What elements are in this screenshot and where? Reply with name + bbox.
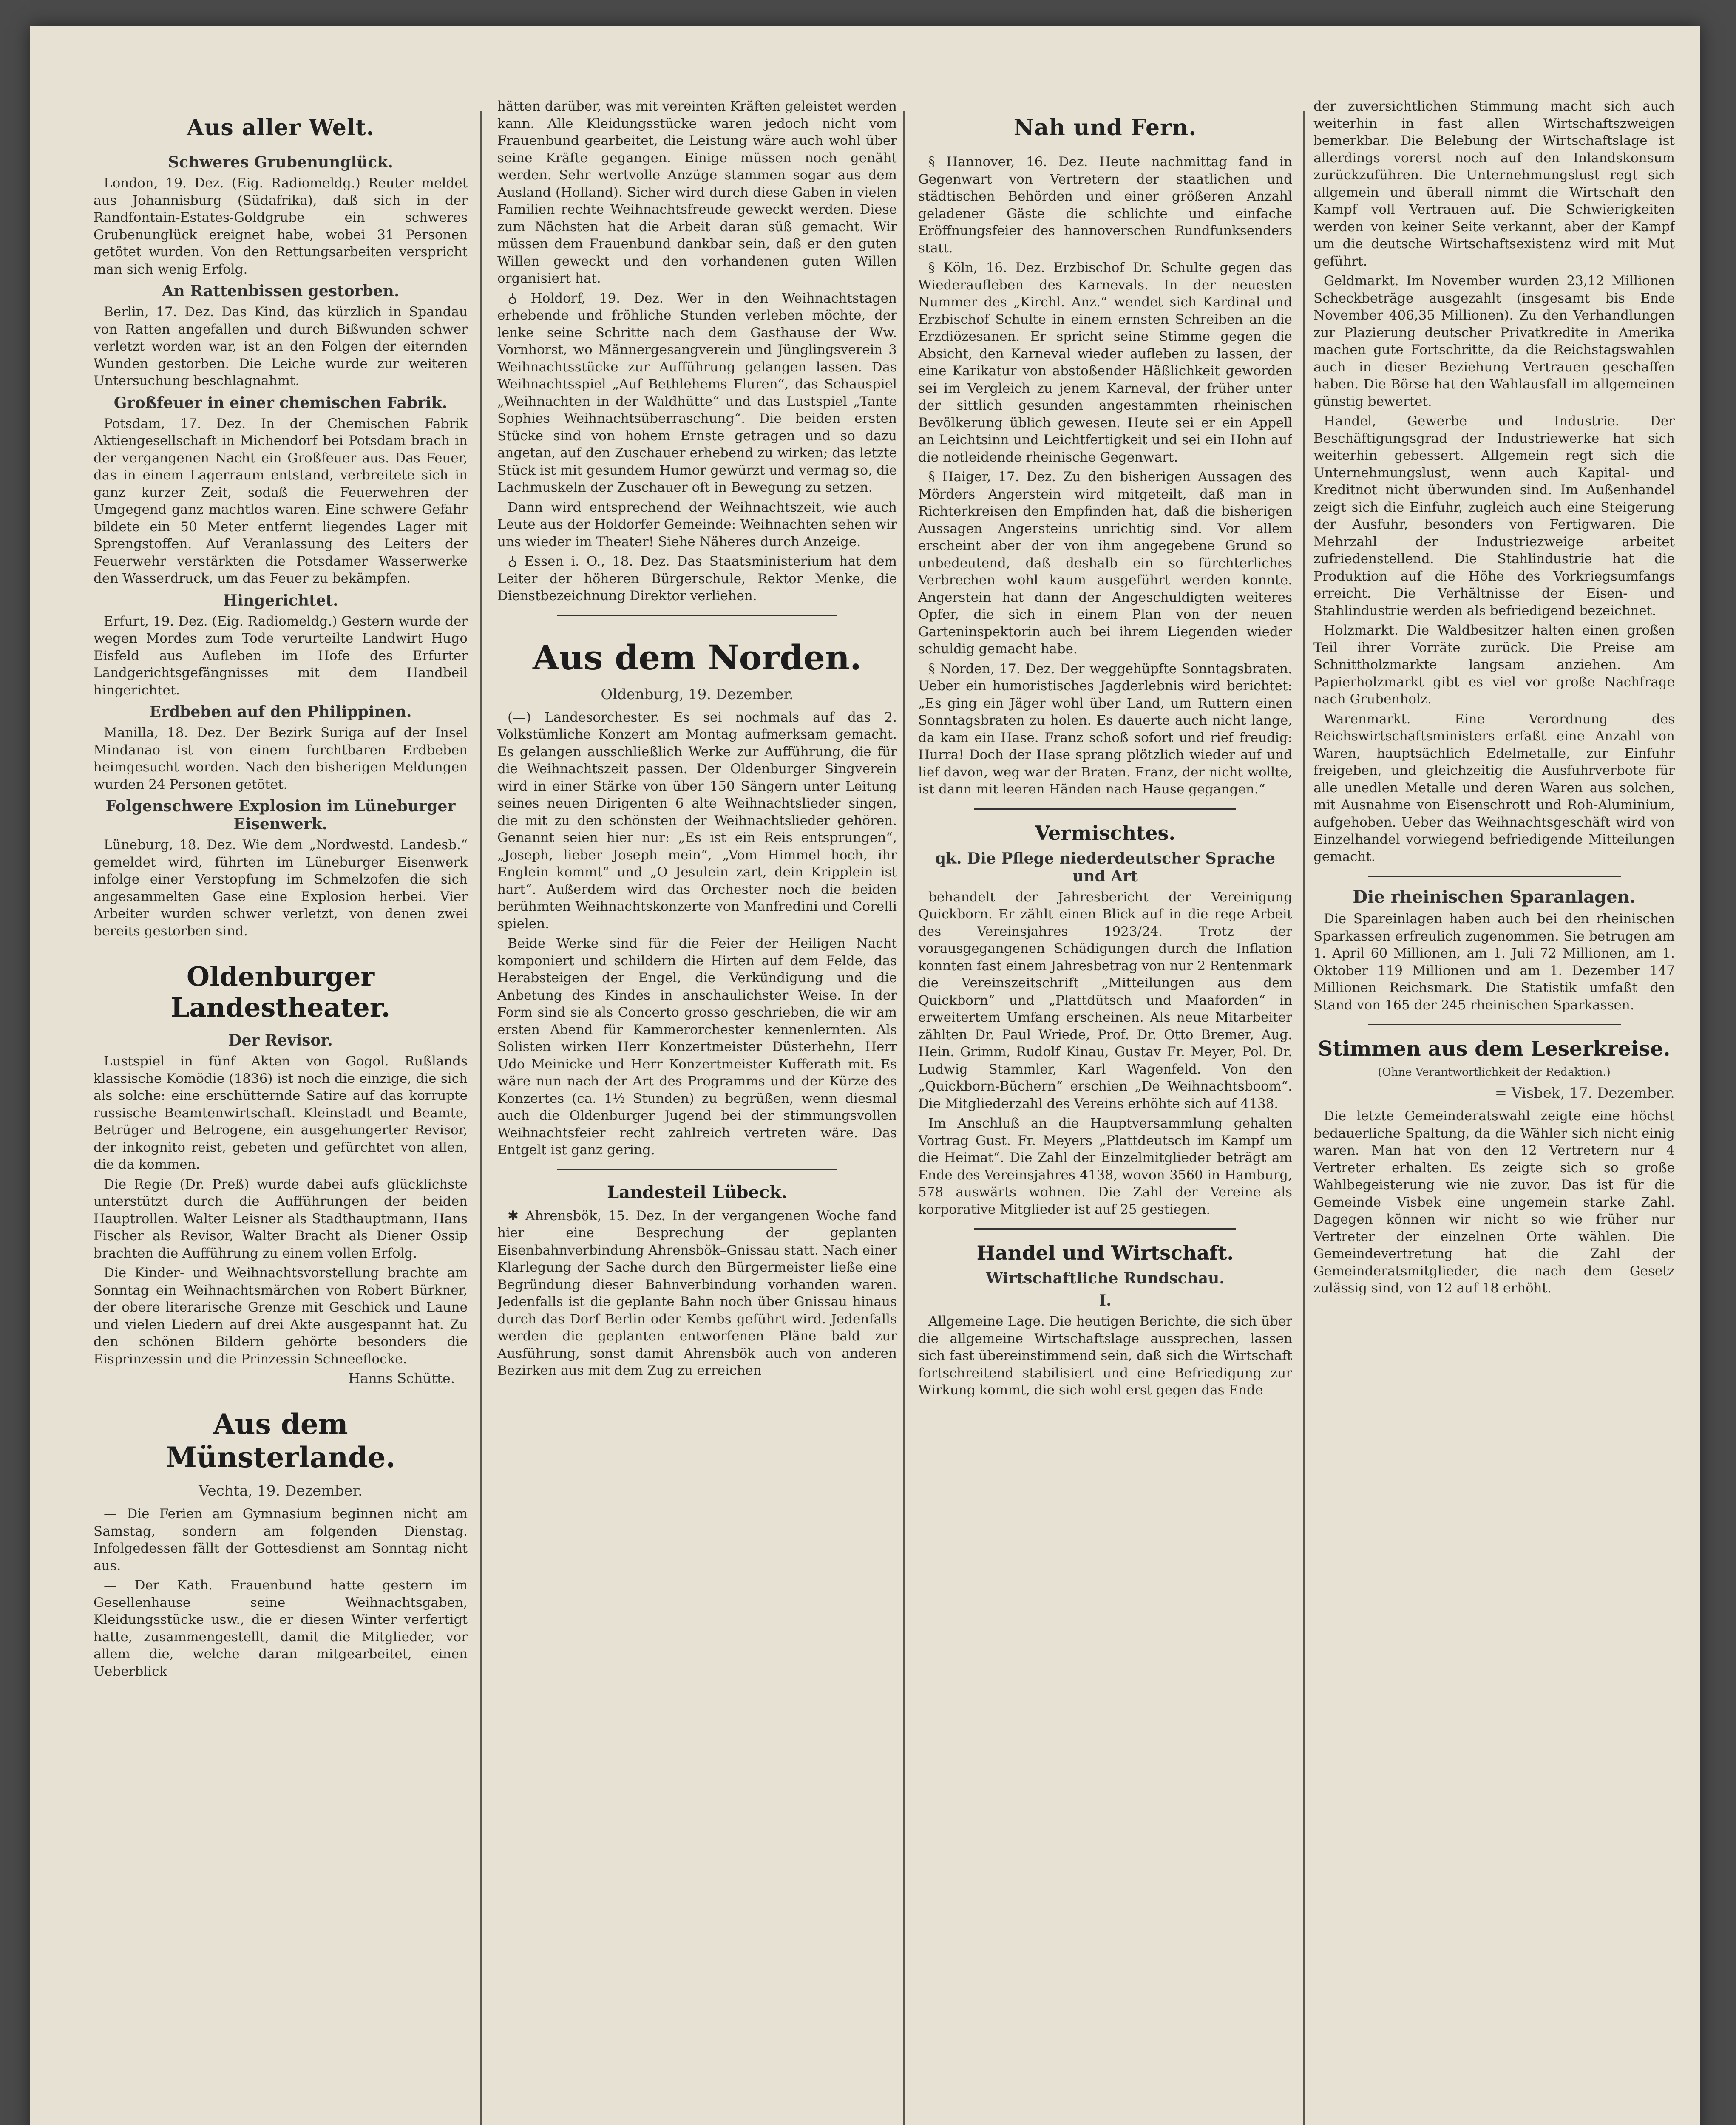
section-title: Aus dem Münsterlande. xyxy=(165,1408,396,1474)
article-heading: An Rattenbissen gestorben. xyxy=(162,282,400,300)
article-text: Geldmarkt. Im November wurden 23,12 Millionen Scheckbeträge ausgezahlt (insgesamt bis Ende November 406,35 Millionen). Zu den Verhandlungen zur Plazierung deutscher Privatkredite in Amerika machen gute Fortschritte, da die Reichstagswahlen auch in dieser Beziehung Vertrauen geschaffen haben. Die Börse hat den Wahlausfall im allgemeinen günstig bewertet. xyxy=(1313,273,1675,409)
article-number: I. xyxy=(1099,1292,1112,1309)
author-signature: Hanns Schütte. xyxy=(348,1370,455,1386)
article-text: Allgemeine Lage. Die heutigen Berichte, die sich über die allgemeine Wirtschaftslage aussprechen, lassen sich fast übereinstimmend sein, daß sich die Wirtschaft fortschreitend stabilisiert und eine Befriedigung zur Wirkung kommt, die sich wohl erst gegen das Ende xyxy=(918,1314,1292,1398)
section-divider xyxy=(1368,876,1621,877)
article-text: — Die Ferien am Gymnasium beginnen nicht am Samstag, sondern am folgenden Dienstag. Infolgedessen fällt der Gottesdienst am Sonntag nicht aus. xyxy=(94,1506,468,1573)
article-subtitle: Der Revisor. xyxy=(228,1031,333,1049)
article-heading: Großfeuer in einer chemischen Fabrik. xyxy=(113,394,448,412)
article-text: Holzmarkt. Die Waldbesitzer halten einen großen Teil ihrer Vorräte zurück. Die Preise am Schnittholzmarkte langsam anziehen. Am Papierholzmarkt gibt es viel vor große Nachfrage nach Grubenholz. xyxy=(1313,623,1675,707)
column-rule xyxy=(1303,110,1305,2125)
article-text: Erfurt, 19. Dez. (Eig. Radiomeldg.) Gestern wurde der wegen Mordes zum Tode verurteilte Landwirt Hugo Eisfeld aus Aufleben im Hofe des Erfurter Landgerichtsgefängnisses mit dem Handbeil hingerichtet. xyxy=(94,613,468,698)
article-text: Die Spareinlagen haben auch bei den rheinischen Sparkassen erfreulich zugenommen. Sie betrugen am 1. April 60 Millionen, am 1. Juli 72 Millionen, am 1. Oktober 119 Millionen und am 1. Dezember 147 Millionen Reichsmark. Die Statistik umfaßt den Stand von 165 der 245 rheinischen Sparkassen. xyxy=(1313,911,1675,1013)
article-text: Handel, Gewerbe und Industrie. Der Beschäftigungsgrad der Industriewerke hat sich weiterhin gebessert. Allgemein regt sich die Unternehmungslust, wenn auch Kapital- und Kreditnot nicht überwunden sind. Im Außenhandel zeigt sich die Einfuhr, zugleich auch eine Steigerung der Ausfuhr, besonders von Fertigwaren. Die Mehrzahl der Industriezweige arbeitet zufriedenstellend. Die Stahlindustrie hat die Produktion auf die Höhe des Vorkriegsumfangs erreicht. Die Verhältnisse der Eisen- und Stahlindustrie werden als befriedigend bezeichnet. xyxy=(1313,414,1675,618)
article-heading: Erdbeben auf den Philippinen. xyxy=(149,703,412,721)
article-text: behandelt der Jahresbericht der Vereinigung Quickborn. Er zählt einen Blick auf in die rege Arbeit des Vereinsjahres 1923/24. Trotz der vorausgegangenen Schädigungen durch die Inflation konnten fast einem Jahresbetrag von nur 2 Rentenmark die Vereinszeitschrift „Mitteilungen aus dem Quickborn“ und „Plattdütsch und Maaforden“ in erweitertem Umfang erscheinen. Als neue Mitarbeiter zählten Dr. Paul Wriede, Prof. Dr. Otto Bremer, Aug. Hein. Grimm, Rudolf Kinau, Gustav Fr. Meyer, Pol. Dr. Ludwig Stammler, Karl Wagenfeld. Von den „Quickborn-Büchern“ erschien „De Weihnachtsboom“. Die Mitgliederzahl des Vereins erhöhte sich auf 4138. xyxy=(918,889,1292,1111)
section-divider xyxy=(557,615,837,616)
column-rule xyxy=(480,110,482,2125)
article-text: § Köln, 16. Dez. Erzbischof Dr. Schulte gegen das Wiederaufleben des Karnevals. In der neuesten Nummer des „Kirchl. Anz.“ wendet sich Kardinal und Erzbischof Schulte in einem ernsten Schreiben an die Erzdiözesanen. Er spricht seine Stimme gegen die Absicht, den Karneval wieder aufleben zu lassen, der eine Karikatur von abstoßender Häßlichkeit geworden sei im Vergleich zu jenem Karneval, der früher unter der sittlich gesunden angestammten rheinischen Bevölkerung üblich gewesen. Heute sei er ein Appell an Leichtsinn und Leichtfertigkeit und sei ein Hohn auf die notleidende rheinische Gegenwart. xyxy=(918,260,1292,465)
article-text: § Haiger, 17. Dez. Zu den bisherigen Aussagen des Mörders Angerstein wird mitgeteilt, daß man in Richterkreisen den Empfinden hat, daß die bisherigen Aussagen Angersteins unrichtig sind. Vor allem erscheint aber der von ihm angegebene Grund so unbedeutend, daß deshalb ein so fürchterliches Verbrechen wohl kaum ausgeführt werden konnte. Angerstein hat dann der Angeschuldigten weiteres Opfer, die sich in einem Plan von der neuen Garteninspektorin auch bei ihrem Liegenden wieder schuldig gemacht habe. xyxy=(918,469,1292,657)
article-text: der zuversichtlichen Stimmung macht sich auch weiterhin in fast allen Wirtschaftszweigen bemerkbar. Die Belebung der Wirtschaftslage ist allerdings vorerst noch auf den Inlandskonsum zurückzuführen. Die Unternehmungslust regt sich allgemein und überall nimmt die Wirtschaft den Kampf voll Vertrauen auf. Die Schwierigkeiten werden von keiner Seite verkannt, aber der Kampf um die deutsche Wirtschaftsexistenz wird mit Mut geführt. xyxy=(1313,99,1675,269)
section-divider xyxy=(974,1228,1236,1230)
section-divider xyxy=(974,808,1236,810)
section-title: Oldenburger Landestheater. xyxy=(170,961,391,1023)
newspaper-page xyxy=(30,26,1700,2125)
article-heading: Die rheinischen Sparanlagen. xyxy=(1353,887,1636,907)
article-text: Im Anschluß an die Hauptversammlung gehalten Vortrag Gust. Fr. Meyers „Plattdeutsch im Kampf um die Heimat“. Die Zahl der Einzelmitglieder beträgt am Ende des Vereinsjahres 4138, wovon 3560 in Hamburg, 578 auswärts wohnen. Die Zahl der Vereine als korporative Mitglieder ist auf 25 gestiegen. xyxy=(918,1116,1292,1217)
section-title: Aus aller Welt. xyxy=(187,115,374,141)
section-divider xyxy=(1368,1024,1621,1025)
article-text: Potsdam, 17. Dez. In der Chemischen Fabrik Aktiengesellschaft in Michendorf bei Potsdam brach in der vergangenen Nacht ein Großfeuer aus. Das Feuer, das in einem Lagerraum entstand, verbreitete sich in ganz kurzer Zeit, sodaß die Feuerwehren der Umgegend ganz machtlos waren. Eine schwere Gefahr bildete ein 50 Meter entfernt liegendes Lager mit Sprengstoffen. Auf Veranlassung des Leiters der Feuerwehr verstärkten die Potsdamer Wasserwerke den Wasserdruck, um das Feuer zu bekämpfen. xyxy=(94,416,468,586)
article-text: Dann wird entsprechend der Weihnachtszeit, wie auch Leute aus der Holdorfer Gemeinde: Weihnachten sehen wir uns wieder im Theater! Siehe Näheres durch Anzeige. xyxy=(497,499,897,550)
article-text: London, 19. Dez. (Eig. Radiomeldg.) Reuter meldet aus Johannisburg (Südafrika), daß sich in der Randfontain-Estates-Goldgrube ein schweres Grubenunglück ereignet habe, wobei 31 Personen getötet wurden. Von den Rettungsarbeiten verspricht man sich wenig Erfolg. xyxy=(94,176,468,277)
section-title: Nah und Fern. xyxy=(1013,115,1197,141)
article-heading: qk. Die Pflege niederdeutscher Sprache und Art xyxy=(935,849,1276,885)
article-text: § Hannover, 16. Dez. Heute nachmittag fand in Gegenwart von Vertretern der staatlichen und städtischen Behörden und einer größeren Anzahl geladener Gäste die schlichte und einfache Eröffnungsfeier des hannoverschen Rundfunksenders statt. xyxy=(918,154,1292,256)
article-text: ♁ Holdorf, 19. Dez. Wer in den Weihnachtstagen erhebende und fröhliche Stunden verleben möchte, der lenke seine Schritte nach dem Gasthause der Ww. Vornhorst, wo Männergesangverein und Jünglingsverein 3 Weihnachtsstücke zur Aufführung gelangen lassen. Das Weihnachtsspiel „Auf Bethlehems Fluren“, das Schauspiel „Weihnachten in der Waldhütte“ und das Lustspiel „Tante Sophies Weihnachtsüberraschung“. Die beiden ersten Stücke sind von hohem Ernste getragen und so dazu angetan, auf den Zuschauer erhebend zu wirken; das letzte Stück ist mit gesundem Humor gewürzt und vermag so, die Lachmuskeln der Zuschauer oft in Bewegung zu setzen. xyxy=(497,290,897,495)
section-title: Aus dem Norden. xyxy=(533,637,862,677)
dateline: = Visbek, 17. Dezember. xyxy=(1495,1085,1675,1102)
article-text: Lüneburg, 18. Dez. Wie dem „Nordwestd. Landesb.“ gemeldet wird, führten im Lüneburger Eisenwerk infolge einer Verstopfung im Schmelzofen die sich angesammelten Gase eine Explosion herbei. Vier Arbeiter wurden schwer verletzt, von denen zwei bereits gestorben sind. xyxy=(94,837,468,939)
article-heading: Folgenschwere Explosion im Lüneburger Eisenwerk. xyxy=(105,797,456,833)
section-title: Handel und Wirtschaft. xyxy=(976,1241,1234,1264)
dateline: Oldenburg, 19. Dezember. xyxy=(601,686,794,703)
article-heading: Schweres Grubenunglück. xyxy=(168,153,393,171)
column-rule xyxy=(903,110,905,2125)
article-text: (—) Landesorchester. Es sei nochmals auf das 2. Volkstümliche Konzert am Montag aufmerksam gemacht. Es gelangen ausschließlich Werke zur Aufführung, die für die Weihnachtszeit passen. Der Oldenburger Singverein wird in einer Stärke von über 150 Sängern unter Leitung seines neuen Dirigenten 6 alte Weihnachtslieder singen, die mit zu den schönsten der Weihnachtslieder gehören. Genannt seien hier nur: „Es ist ein Reis entsprungen“, „Joseph, lieber Joseph mein“, „Vom Himmel hoch, ihr Englein kommt“ und „O Jesulein zart, dein Kripplein ist hart“. Außerdem wird das Orchester noch die beiden berühmten Weihnachtskonzerte von Manfredini und Corelli spielen. xyxy=(497,709,897,932)
article-text: Lustspiel in fünf Akten von Gogol. Rußlands klassische Komödie (1836) ist noch die einzige, die sich als solche: eine erschütternde Satire auf das korrupte russische Beamtenwirtschaft. Kleinstadt und Beamte, Betrüger und Betrogene, ein ausgehungerter Revisor, der inkognito reist, gebeten und gefürchtet von allen, die da kommen. xyxy=(94,1054,468,1172)
article-heading: Hingerichtet. xyxy=(223,591,338,609)
article-text: Die letzte Gemeinderatswahl zeigte eine höchst bedauerliche Spaltung, da die Wähler sich nicht einig waren. Man hat von den 12 Vertretern nur 4 Vertreter erhalten. Es zeigte sich so große Wahlbegeisterung wie nie zuvor. Das ist für die Gemeinde Visbek eine ungemein starke Zahl. Dagegen können wir nicht so wie früher nur Vertreter der einzelnen Orte wählen. Die Gemeindevertretung hat die Zahl der Gemeinderatsmitglieder, die nach dem Gesetz zulässig sind, von 12 auf 18 erhöht. xyxy=(1313,1108,1675,1296)
article-text: Berlin, 17. Dez. Das Kind, das kürzlich in Spandau von Ratten angefallen und durch Bißwunden schwer verletzt worden war, ist an den Folgen der eiternden Wunden gestorben. Die Leiche wurde zur weiteren Untersuchung beschlagnahmt. xyxy=(94,304,468,388)
section-title: Stimmen aus dem Leserkreise. xyxy=(1318,1037,1671,1061)
article-subtitle: Wirtschaftliche Rundschau. xyxy=(986,1269,1225,1287)
column-4 xyxy=(1313,98,1675,2125)
article-text: Die Kinder- und Weihnachtsvorstellung brachte am Sonntag ein Weihnachtsmärchen von Robert Bürkner, der obere literarische Grenze mit Geschick und Laune und vielen Liedern auf drei Akte ausgespannt hat. Zu den schönen Bildern gehörte besonders die Eisprinzessin und die Prinzessin Schneeflocke. xyxy=(94,1265,468,1367)
article-text: ✱ Ahrensbök, 15. Dez. In der vergangenen Woche fand hier eine Besprechung der geplanten Eisenbahnverbindung Ahrensbök–Gnissau statt. Nach einer Klarlegung der Sache durch den Bürgermeister ließe eine Begründung dieser Bahnverbindung vorhanden waren. Jedenfalls ist die geplante Bahn noch über Gnissau hinaus durch das Dorf Berlin oder Kembs geführt wird. Jedenfalls werden die geplanten entworfenen Pläne bald zur Ausführung, sonst damit Ahrensbök auch von anderen Bezirken aus mit dem Zug zu erreichen xyxy=(497,1208,897,1378)
dateline: Vechta, 19. Dezember. xyxy=(199,1482,363,1499)
article-text: — Der Kath. Frauenbund hatte gestern im Gesellenhause seine Weihnachtsgaben, Kleidungsstücke usw., die er diesen Winter verfertigt hatte, zusammengestellt, damit die Mitglieder, vor allem die, welche daran mitgearbeitet, einen Ueberblick xyxy=(94,1578,468,1679)
section-title: Vermischtes. xyxy=(1035,821,1176,844)
column-2 xyxy=(497,98,897,2125)
article-text: Beide Werke sind für die Feier der Heiligen Nacht komponiert und schildern die Hirten auf dem Felde, das Herabsteigen der Engel, die Verkündigung und die Anbetung des Kindes in anschaulichster Weise. In der Form sind sie als Concerto grosso geschrieben, die wir am ersten Abend für Kammerorchester kennenlernten. Als Solisten wirken Herr Konzertmeister Düsterhehn, Herr Udo Meinicke und Herr Konzertmeister Kufferath mit. Es wäre nun nach der Art des Programms und der Kürze des Konzertes (ca. 1½ Stunden) zu begrüßen, wenn diesmal auch die Oldenburger Jugend bei der stimmungsvollen Weihnachtsfeier recht zahlreich vertreten wäre. Das Entgelt ist ganz gering. xyxy=(497,936,897,1158)
section-divider xyxy=(557,1169,837,1170)
article-text: Warenmarkt. Eine Verordnung des Reichswirtschaftsministers erfaßt eine Anzahl von Waren, hauptsächlich Edelmetalle, zur Einfuhr freigeben, und gleichzeitig die Ausfuhrverbote für alle unedlen Metalle und deren Waren aus solchen, mit Ausnahme von Eisenschrott und Roh-Aluminium, aufgehoben. Ueber das Weihnachtsgeschäft wird von Einzelhandel vorwiegend befriedigende Mitteilungen gemacht. xyxy=(1313,711,1675,864)
editorial-note: (Ohne Verantwortlichkeit der Redaktion.) xyxy=(1378,1066,1611,1079)
column-1 xyxy=(94,98,468,2125)
article-text: Die Regie (Dr. Preß) wurde dabei aufs glücklichste unterstützt durch die Aufführungen der beiden Hauptrollen. Walter Leisner als Stadthauptmann, Hans Fischer als Revisor, Walter Bracht als Diener Ossip brachten die Aufführung zu einem vollen Erfolg. xyxy=(94,1176,468,1261)
section-title: Landesteil Lübeck. xyxy=(607,1182,787,1202)
article-text: Manilla, 18. Dez. Der Bezirk Suriga auf der Insel Mindanao ist von einem furchtbaren Erdbeben heimgesucht worden. Nach den bisherigen Meldungen wurden 24 Personen getötet. xyxy=(94,725,468,792)
column-3 xyxy=(918,98,1292,2125)
article-text: § Norden, 17. Dez. Der weggehüpfte Sonntagsbraten. Ueber ein humoristisches Jagderlebnis wird berichtet: „Es ging ein Jäger wohl über Land, um Ruttern einen Sonntagsbraten zu holen. Es dauerte auch nicht lange, da kam ein Hase. Franz schoß sofort und rief freudig: Hurra! Doch der Hase sprang plötzlich wieder auf und lief davon, weg war der Braten. Franz, der nicht wollte, ist dann mit leeren Händen nach Hause gegangen.“ xyxy=(918,661,1292,797)
article-text: hätten darüber, was mit vereinten Kräften geleistet werden kann. Alle Kleidungsstücke waren jedoch nicht vom Frauenbund gearbeitet, die Leistung wäre auch wohl über seine Kräfte gegangen. Einige müssen noch genäht werden. Sehr wertvolle Anzüge stammen sogar aus dem Ausland (Holland). Sicher wird durch diese Gaben in vielen Familien rechte Weihnachtsfreude geweckt werden. Diese zum Nächsten hat die Arbeit daran süß gemacht. Wir müssen dem Frauenbund dankbar sein, daß er den guten Willen geweckt und den vorhandenen guten Willen organisiert hat. xyxy=(497,99,897,286)
article-text: ♁ Essen i. O., 18. Dez. Das Staatsministerium hat dem Leiter der höheren Bürgerschule, Rektor Menke, die Dienstbezeichnung Direktor verliehen. xyxy=(497,554,897,604)
